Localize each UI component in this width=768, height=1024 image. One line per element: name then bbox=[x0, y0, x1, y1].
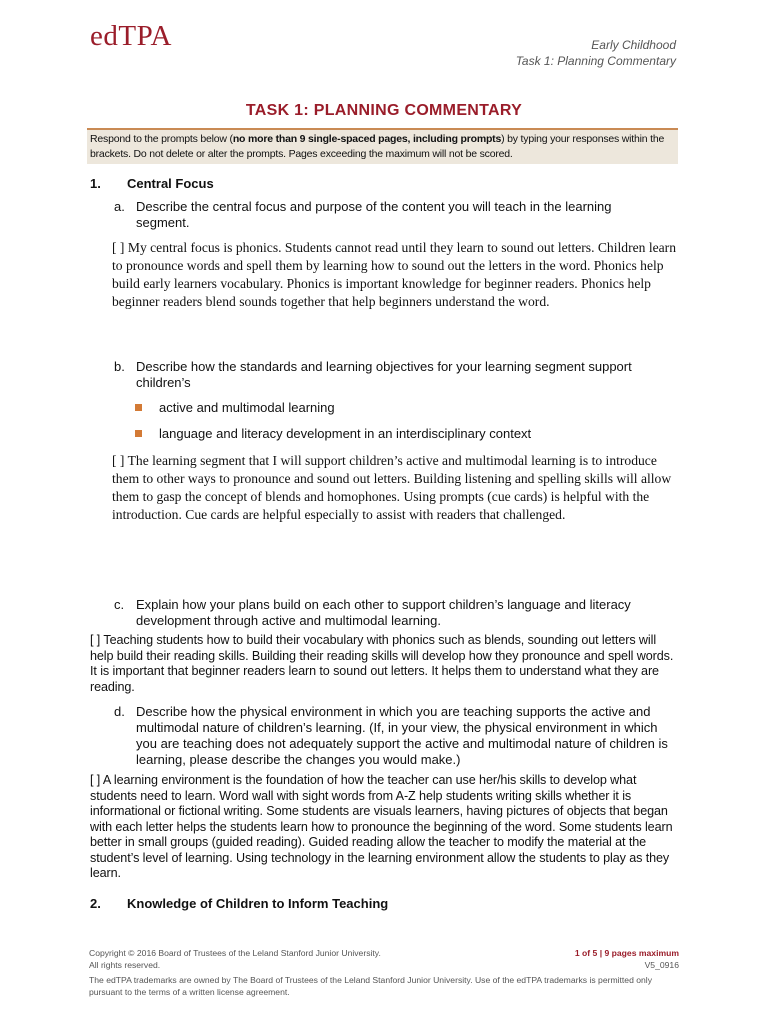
prompt-text: Describe how the standards and learning objectives for your learning segment support children’s bbox=[136, 359, 632, 390]
bullet-item bbox=[135, 426, 635, 442]
prompt-text: Describe how the physical environment in which you are teaching supports the active and multimodal nature of children’s learning. (If, in your view, the physical environment in which you are teaching does not adequately support the active and multimodal nature of children is learning, please describe the changes you would make.) bbox=[136, 704, 668, 767]
section-heading-knowledge-of-children bbox=[90, 896, 650, 912]
response-c: [ ] Teaching students how to build their vocabulary with phonics such as blends, sounding out letters will help build their reading skills. Building their reading skills will develop how they pronounce and spell words. It is important that beginner readers learn to sound out letters. It helps them to understand what they are reading. bbox=[90, 633, 674, 694]
footer-trademark: The edTPA trademarks are owned by The Board of Trustees of the Leland Stanford Junior University. Use of the edTPA trademarks is permitted only pursuant to the terms of a written license agreement. bbox=[89, 975, 653, 997]
bullet-square-icon bbox=[135, 430, 142, 437]
instructions-box bbox=[87, 128, 678, 164]
section-title: Central Focus bbox=[127, 176, 214, 191]
bullet-item bbox=[135, 400, 635, 416]
section-title: Knowledge of Children to Inform Teaching bbox=[127, 896, 389, 911]
footer-copyright: Copyright © 2016 Board of Trustees of the Leland Stanford Junior University. bbox=[89, 948, 381, 958]
section-number: 1. bbox=[90, 176, 101, 191]
instructions-bold-text: no more than 9 single-spaced pages, including prompts bbox=[232, 133, 502, 145]
response-d: [ ] A learning environment is the foundation of how the teacher can use her/his skills to develop what students need to learn. Word wall with sight words from A-Z help students writing skills whether it is informational or fictional writing. Some students are visuals learners, having pictures of objects that began with each letter helps the students learn how to pronounce the beginning of the word. Some students learn better in small groups (guided reading). Guided reading allow the teacher to modify the material at the student’s level of learning. Using technology in the learning environment allow the students to play as they learn. bbox=[90, 773, 673, 880]
prompt-a bbox=[114, 199, 674, 233]
prompt-letter: b. bbox=[114, 359, 125, 374]
footer-copyright-block bbox=[89, 948, 381, 971]
header-task: Task 1: Planning Commentary bbox=[515, 54, 676, 68]
header-info bbox=[516, 37, 676, 69]
prompt-letter: a. bbox=[114, 199, 125, 214]
bullet-text: language and literacy development in an interdisciplinary context bbox=[159, 426, 532, 441]
prompt-d bbox=[114, 704, 679, 770]
prompt-letter: d. bbox=[114, 704, 125, 719]
page-title: TASK 1: PLANNING COMMENTARY bbox=[245, 102, 523, 119]
prompt-text: Describe the central focus and purpose of the content you will teach in the learning segment. bbox=[136, 199, 612, 230]
section-heading-central-focus bbox=[90, 176, 650, 192]
footer-page-count: 1 of 5 | 9 pages maximum bbox=[574, 948, 679, 958]
prompt-b bbox=[114, 359, 674, 393]
header-field: Early Childhood bbox=[591, 38, 676, 52]
instructions-text: Respond to the prompts below ( bbox=[90, 133, 233, 145]
footer-version: V5_0916 bbox=[644, 959, 679, 970]
prompt-c bbox=[114, 597, 674, 631]
response-a: [ ] My central focus is phonics. Students cannot read until they learn to sound out letters. Children learn to pronounce words and spell them by learning how to sound out the letters in the word. Phonics help build early learners vocabulary. Phonics is important knowledge for beginner readers. Phonics help beginner readers blend sounds together that help beginners understand the word. bbox=[112, 240, 677, 309]
edtpa-logo: edTPA bbox=[90, 20, 172, 52]
instructions-text-end: ) by typing your responses within the brackets. Do not delete or alter the prompts. Pages exceeding the maximum will not be scored. bbox=[90, 133, 665, 160]
response-b: [ ] The learning segment that I will support children’s active and multimodal learning is to introduce them to other ways to pronounce and sound out letters. Building listening and spelling skills will allow them to gasp the concept of blends and homophones. Using prompts (cue cards) is helpful with the introduction. Cue cards are helpful especially to assist with readers that challenged. bbox=[112, 453, 672, 522]
section-number: 2. bbox=[90, 896, 101, 911]
footer-page-block bbox=[575, 948, 679, 971]
prompt-letter: c. bbox=[114, 597, 125, 612]
prompt-text: Explain how your plans build on each other to support children’s language and literacy development through active and multimodal learning. bbox=[136, 597, 631, 628]
bullet-square-icon bbox=[135, 404, 142, 411]
footer-rights: All rights reserved. bbox=[89, 959, 161, 970]
bullet-text: active and multimodal learning bbox=[159, 400, 335, 415]
